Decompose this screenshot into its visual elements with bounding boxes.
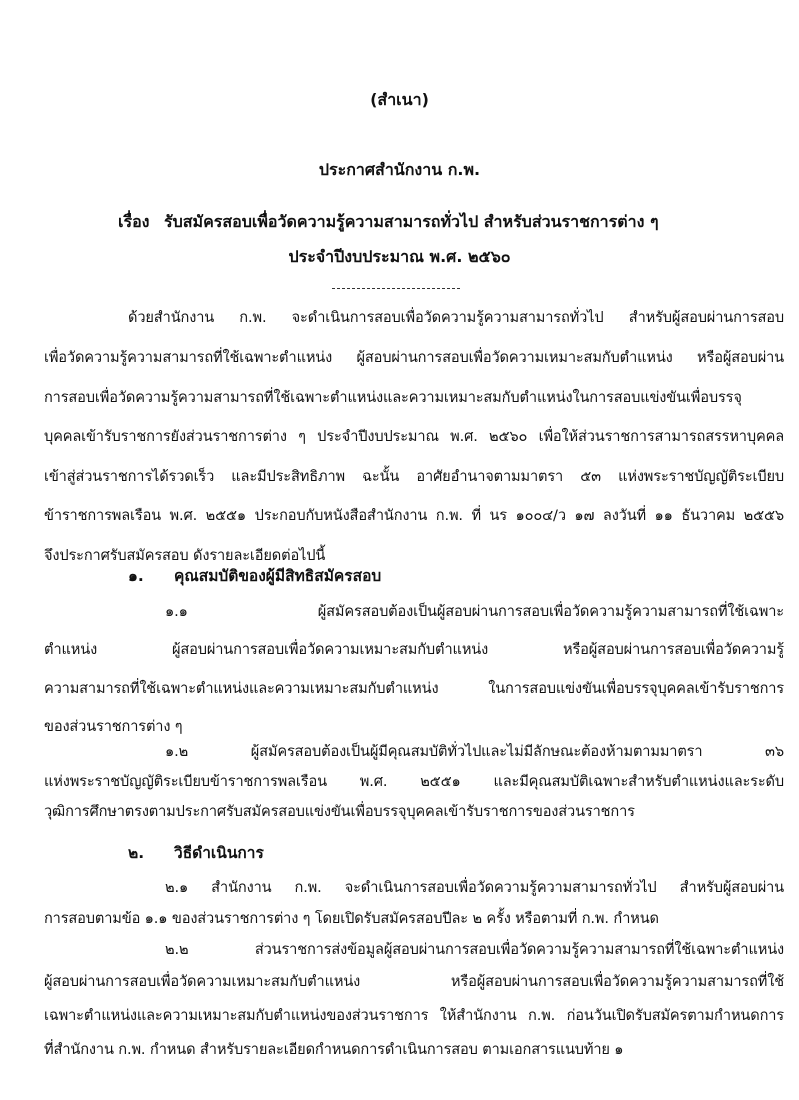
item-2-1-line-2: การสอบตามข้อ ๑.๑ ของส่วนราชการต่าง ๆ โดยเปิดรับสมัครสอบปีละ ๒ ครั้ง หรือตามที่ ก.พ. กำหนด	[44, 910, 659, 927]
intro-line-5: เข้าสู่ส่วนราชการได้รวดเร็ว และมีประสิทธิภาพ ฉะนั้น อาศัยอำนาจตามมาตรา ๕๓ แห่งพระราชบัญญัติระเบียบ	[44, 468, 784, 485]
item-2-2-line-1: ๒.๒ ส่วนราชการส่งข้อมูลผู้สอบผ่านการสอบเพื่อวัดความรู้ความสามารถที่ใช้เฉพาะตำแหน่ง	[165, 941, 784, 958]
section-1-number: ๑.	[128, 567, 144, 585]
item-1-1-line-2: ตำแหน่ง ผู้สอบผ่านการสอบเพื่อวัดความเหมาะสมกับตำแหน่ง หรือผู้สอบผ่านการสอบเพื่อวัดความรู้	[44, 641, 784, 658]
intro-line-4: บุคคลเข้ารับราชการยังส่วนราชการต่าง ๆ ประจำปีงบประมาณ พ.ศ. ๒๕๖๐ เพื่อให้ส่วนราชการสามารถสรรหาบุคคล	[44, 428, 784, 445]
item-1-2-line-1: ๑.๒ ผู้สมัครสอบต้องเป็นผู้มีคุณสมบัติทั่วไปและไม่มีลักษณะต้องห้ามตามมาตรา ๓๖	[165, 743, 784, 760]
item-1-1-line-4: ของส่วนราชการต่าง ๆ	[44, 718, 183, 735]
fiscal-year-line: ประจำปีงบประมาณ พ.ศ. ๒๕๖๐	[288, 247, 511, 266]
item-1-1-line-3: ความสามารถที่ใช้เฉพาะตำแหน่งและความเหมาะสมกับตำแหน่ง ในการสอบแข่งขันเพื่อบรรจุบุคคลเข้ารับราชการ	[44, 680, 784, 697]
item-1-2-line-3: วุฒิการศึกษาตรงตามประกาศรับสมัครสอบแข่งขันเพื่อบรรจุบุคคลเข้ารับราชการของส่วนราชการ	[44, 803, 635, 820]
section-1-heading	[128, 563, 528, 587]
intro-line-1: ด้วยสำนักงาน ก.พ. จะดำเนินการสอบเพื่อวัดความรู้ความสามารถทั่วไป สำหรับผู้สอบผ่านการสอบ	[128, 309, 784, 326]
item-1-1-line-1: ๑.๑ ผู้สมัครสอบต้องเป็นผู้สอบผ่านการสอบเพื่อวัดความรู้ความสามารถที่ใช้เฉพาะ	[165, 603, 784, 620]
section-2-number: ๒.	[128, 844, 145, 862]
item-2-2-line-2: ผู้สอบผ่านการสอบเพื่อวัดความเหมาะสมกับตำแหน่ง หรือผู้สอบผ่านการสอบเพื่อวัดความรู้ความสามารถที่ใช้	[44, 973, 784, 990]
subject-prefix: เรื่อง	[118, 212, 150, 231]
section-2-heading	[128, 840, 528, 864]
intro-line-7: จึงประกาศรับสมัครสอบ ดังรายละเอียดต่อไปนี้	[44, 547, 326, 564]
divider-rule	[332, 288, 460, 289]
section-1-title: คุณสมบัติของผู้มีสิทธิสมัครสอบ	[174, 567, 382, 585]
intro-line-2: เพื่อวัดความรู้ความสามารถที่ใช้เฉพาะตำแหน่ง ผู้สอบผ่านการสอบเพื่อวัดความเหมาะสมกับตำแหน่ง หรือผู้สอบผ่าน	[44, 349, 784, 366]
intro-line-3: การสอบเพื่อวัดความรู้ความสามารถที่ใช้เฉพาะตำแหน่งและความเหมาะสมกับตำแหน่งในการสอบแข่งขันเพื่อบรรจุ	[44, 389, 742, 406]
item-2-1-line-1: ๒.๑ สำนักงาน ก.พ. จะดำเนินการสอบเพื่อวัดความรู้ความสามารถทั่วไป สำหรับผู้สอบผ่าน	[165, 879, 784, 896]
subject-text: รับสมัครสอบเพื่อวัดความรู้ความสามารถทั่วไป สำหรับส่วนราชการต่าง ๆ	[164, 212, 659, 231]
announcement-title: ประกาศสำนักงาน ก.พ.	[318, 160, 481, 179]
item-1-2-line-2: แห่งพระราชบัญญัติระเบียบข้าราชการพลเรือน พ.ศ. ๒๕๕๑ และมีคุณสมบัติเฉพาะสำหรับตำแหน่งและระดับ	[44, 773, 784, 790]
item-2-2-line-4: ที่สำนักงาน ก.พ. กำหนด สำหรับรายละเอียดกำหนดการดำเนินการสอบ ตามเอกสารแนบท้าย ๑	[44, 1041, 624, 1058]
intro-line-6: ข้าราชการพลเรือน พ.ศ. ๒๕๕๑ ประกอบกับหนังสือสำนักงาน ก.พ. ที่ นร ๑๐๐๔/ว ๑๗ ลงวันที่ ๑๑ ธันวาคม ๒๕๕๖	[44, 507, 784, 524]
copy-label: (สำเนา)	[370, 90, 429, 109]
item-2-2-line-3: เฉพาะตำแหน่งและความเหมาะสมกับตำแหน่งของส่วนราชการ ให้สำนักงาน ก.พ. ก่อนวันเปิดรับสมัครตามกำหนดการ	[44, 1007, 784, 1024]
section-2-title: วิธีดำเนินการ	[174, 844, 264, 862]
